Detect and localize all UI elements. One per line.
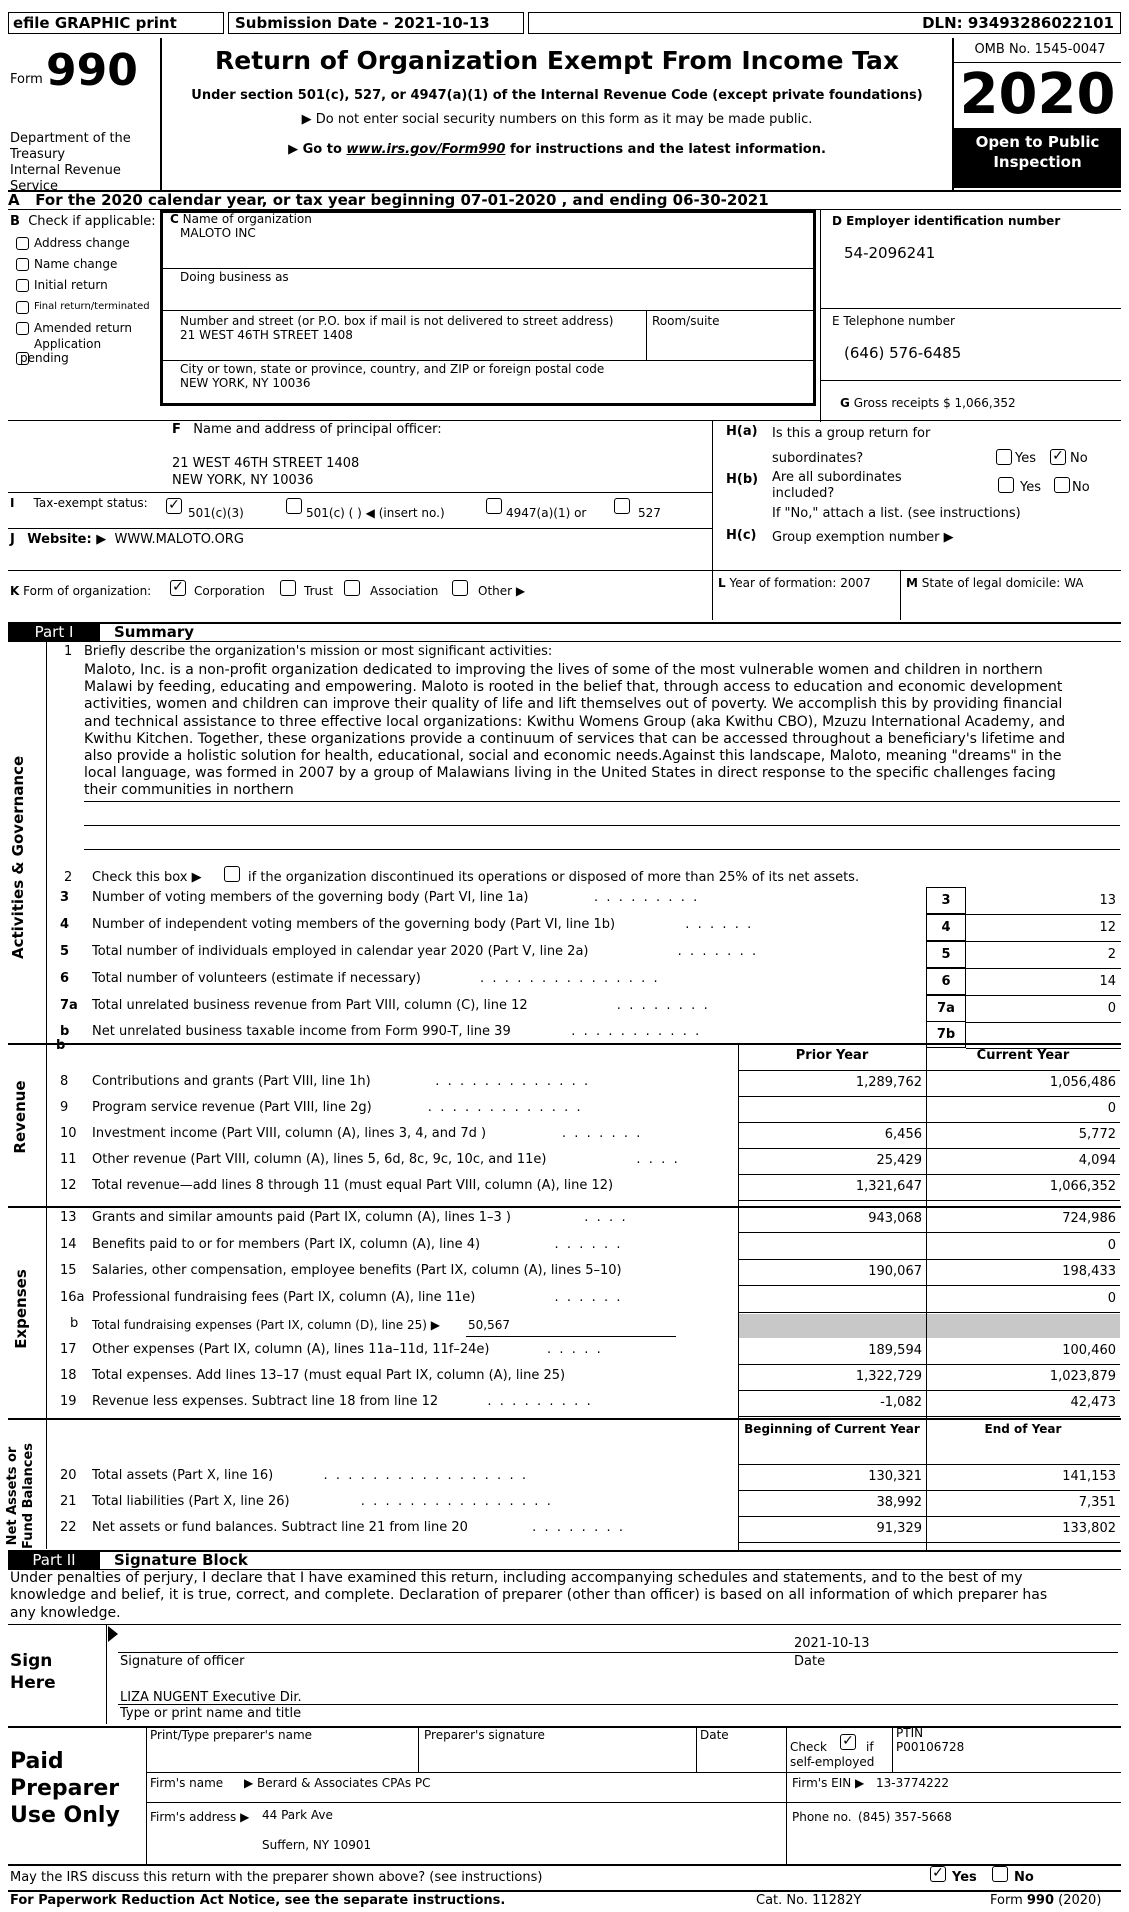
city-label: City or town, state or province, country, and ZIP or foreign postal code — [180, 362, 605, 376]
check-label: Check — [790, 1740, 827, 1754]
discuss-no-checkbox[interactable] — [992, 1866, 1008, 1882]
fin-line-text: Program service revenue (Part VIII, line 2g) — [92, 1100, 372, 1115]
fin-col1-value: 190,067 — [868, 1264, 922, 1279]
fin-row-rule — [738, 1416, 1120, 1417]
fin-row-rule — [738, 1312, 1120, 1313]
gov-line-dots: . . . . . . . . — [616, 998, 708, 1013]
hc-label: H(c) — [726, 528, 757, 543]
gov-line-num: 6 — [60, 971, 70, 986]
gov-col-divider — [926, 887, 927, 1043]
fin-line-num: 22 — [60, 1520, 77, 1535]
ein-label: D Employer identification number — [832, 214, 1061, 228]
officer-label: F Name and address of principal officer: — [172, 422, 442, 437]
fin-line-dots: . . . . . . — [554, 1290, 621, 1305]
if-label: if — [866, 1740, 874, 1754]
fin-line-dots: . . . . . — [547, 1342, 601, 1357]
omb-number: OMB No. 1545-0047 — [974, 42, 1106, 57]
ssn-note: ▶ Do not enter social security numbers on this form as it may be made public. — [301, 112, 813, 127]
fin-row-rule — [738, 1490, 1120, 1491]
gov-line-text: Total number of volunteers (estimate if necessary) — [92, 971, 421, 986]
fin-row-rule — [738, 1200, 1120, 1201]
discuss-yes-checkbox[interactable]: ✓ — [930, 1866, 946, 1882]
discontinued-checkbox[interactable] — [224, 866, 240, 882]
fin-line-dots: . . . . . . . — [561, 1126, 641, 1141]
fin-col2-value: 133,802 — [1062, 1521, 1116, 1536]
fin-line-num: 11 — [60, 1152, 77, 1167]
fin-col2-value: 1,023,879 — [1049, 1369, 1116, 1384]
current-year-header: Current Year — [976, 1048, 1070, 1063]
gov-line-box: 3 — [926, 887, 966, 914]
fin-col1-value: -1,082 — [880, 1395, 922, 1410]
discuss-yes-label: Yes — [952, 1870, 977, 1885]
exp-col-divider-2 — [926, 1206, 927, 1418]
sign-here: Sign Here — [10, 1651, 56, 1693]
fin-line-text: Net assets or fund balances. Subtract line 21 from line 20 — [92, 1520, 468, 1535]
fin-line-num: 14 — [60, 1237, 77, 1252]
gov-line-num: 5 — [60, 944, 70, 959]
501c3-checkbox[interactable]: ✓ — [166, 498, 182, 514]
gov-line-num: b — [60, 1024, 70, 1039]
signature-date: 2021-10-13 — [794, 1636, 870, 1651]
gov-line-num: 3 — [60, 890, 70, 905]
fin-row-rule — [738, 1122, 1120, 1123]
line2-pre: Check this box ▶ — [92, 870, 202, 885]
fin-col2-value: 141,153 — [1062, 1469, 1116, 1484]
gov-line-value: 14 — [1099, 974, 1116, 989]
fin-col1-value: 1,322,729 — [855, 1369, 922, 1384]
ha-no-checkbox[interactable]: ✓ — [1050, 449, 1066, 465]
ptin-value: P00106728 — [896, 1740, 965, 1754]
year-formation: L Year of formation: 2007 — [718, 576, 871, 590]
initial-return-checkbox[interactable] — [16, 279, 29, 292]
preparer-name-label: Print/Type preparer's name — [150, 1728, 313, 1742]
fin-line-num: 21 — [60, 1494, 77, 1509]
association-label: Association — [370, 584, 439, 598]
corporation-checkbox[interactable]: ✓ — [170, 580, 186, 596]
fin-line-dots: . . . . . . . . . . . . . — [435, 1074, 589, 1089]
end-year-header: End of Year — [984, 1422, 1062, 1436]
gov-line-box: 6 — [926, 968, 966, 995]
part2-title: Signature Block — [114, 1551, 248, 1569]
gov-line-dots: . . . . . . — [685, 917, 752, 932]
trust-checkbox[interactable] — [280, 580, 296, 596]
fin-line-dots: . . . . — [584, 1210, 626, 1225]
firm-address-line1: 44 Park Ave — [262, 1808, 333, 1822]
fin-col1-value: 189,594 — [868, 1343, 922, 1358]
hb-no-label: No — [1072, 480, 1090, 495]
dba-label: Doing business as — [180, 270, 289, 284]
final-return-label: Final return/terminated — [34, 301, 150, 312]
gov-line-rule — [966, 1022, 1121, 1023]
submission-date: Submission Date - 2021-10-13 — [228, 12, 524, 34]
street-value: 21 WEST 46TH STREET 1408 — [180, 328, 353, 342]
gov-line-value: 0 — [1107, 1001, 1116, 1016]
sign-arrow-icon — [108, 1626, 118, 1642]
fin-col1-value: 1,289,762 — [855, 1075, 922, 1090]
gov-side-label: Activities & Governance — [9, 755, 27, 959]
instructions-note: ▶ Go to www.irs.gov/Form990 for instructions and the latest information. — [288, 142, 826, 157]
ha-no-label: No — [1070, 451, 1088, 466]
line16b-shaded — [739, 1314, 1120, 1338]
telephone-label: E Telephone number — [832, 314, 955, 328]
line16b-text: Total fundraising expenses (Part IX, column (D), line 25) ▶ — [92, 1318, 440, 1332]
preparer-date-label: Date — [700, 1728, 729, 1742]
org-name: MALOTO INC — [180, 226, 256, 240]
fin-line-dots: . . . . . . — [554, 1237, 621, 1252]
fin-col1-value: 943,068 — [868, 1211, 922, 1226]
telephone-value: (646) 576-6485 — [844, 344, 962, 362]
fin-col1-value: 91,329 — [876, 1521, 922, 1536]
website-row: J Website: ▶ WWW.MALOTO.ORG — [10, 532, 244, 547]
gov-line-box: 4 — [926, 914, 966, 941]
fin-col2-value: 0 — [1107, 1101, 1116, 1116]
date-label: Date — [794, 1654, 826, 1669]
fin-line-text: Grants and similar amounts paid (Part IX, column (A), lines 1–3 ) — [92, 1210, 511, 1225]
mission-intro: Briefly describe the organization's mission or most significant activities: — [84, 644, 553, 659]
officer-line1: 21 WEST 46TH STREET 1408 — [172, 456, 360, 471]
gov-line-text: Total number of individuals employed in calendar year 2020 (Part V, line 2a) — [92, 944, 589, 959]
fin-row-rule — [738, 1148, 1120, 1149]
fin-line-text: Other revenue (Part VIII, column (A), lines 5, 6d, 8c, 9c, 10c, and 11e) — [92, 1152, 547, 1167]
fin-col1-value: 6,456 — [884, 1127, 922, 1142]
org-name-label: C Name of organization — [170, 212, 312, 226]
signature-officer-label[interactable]: Signature of officer — [120, 1654, 245, 1669]
fin-line-num: 16a — [60, 1290, 85, 1305]
phone-label: Phone no. — [792, 1810, 852, 1824]
fin-line-num: 15 — [60, 1263, 77, 1278]
fin-col1-value: 130,321 — [868, 1469, 922, 1484]
discuss-no-label: No — [1014, 1870, 1034, 1885]
501c-label: 501(c) ( ) ◀ (insert no.) — [306, 506, 445, 520]
ptin-label: PTIN — [896, 1726, 924, 1740]
self-employed-checkbox[interactable]: ✓ — [840, 1734, 856, 1750]
fin-line-dots: . . . . . . . . . . . . . . . . — [360, 1494, 551, 1509]
amended-return-label: Amended return — [34, 321, 133, 335]
fin-col2-value: 100,460 — [1062, 1343, 1116, 1358]
firm-name: ▶ Berard & Associates CPAs PC — [244, 1776, 431, 1790]
gov-line-dots: . . . . . . . . . . . . . . . — [480, 971, 658, 986]
fin-row-rule — [738, 1364, 1120, 1365]
other-checkbox[interactable] — [452, 580, 468, 596]
ha-yes-checkbox[interactable] — [996, 449, 1012, 465]
fin-col2-value: 0 — [1107, 1238, 1116, 1253]
other-label: Other ▶ — [478, 584, 526, 598]
line1-num: 1 — [64, 644, 73, 659]
hb-label: H(b) — [726, 472, 759, 487]
fin-line-text: Revenue less expenses. Subtract line 18 from line 12 — [92, 1394, 439, 1409]
hb-question1: Are all subordinates — [772, 470, 902, 485]
fin-row-rule — [738, 1390, 1120, 1391]
gov-line-dots: . . . . . . . . . — [594, 890, 698, 905]
fin-row-rule — [738, 1096, 1120, 1097]
firm-ein: 13-3774222 — [876, 1776, 950, 1790]
fin-line-dots: . . . . . . . . — [532, 1520, 624, 1535]
address-change-checkbox[interactable] — [16, 237, 29, 250]
name-change-checkbox[interactable] — [16, 258, 29, 271]
form-subtitle: Under section 501(c), 527, or 4947(a)(1) of the Internal Revenue Code (except private foundations) — [191, 88, 923, 103]
corporation-label: Corporation — [194, 584, 265, 598]
fin-line-text: Salaries, other compensation, employee benefits (Part IX, column (A), lines 5–10) — [92, 1263, 622, 1278]
catalog-number: Cat. No. 11282Y — [756, 1893, 862, 1908]
gov-line-text: Number of voting members of the governing body (Part VI, line 1a) — [92, 890, 529, 905]
4947-label: 4947(a)(1) or — [506, 506, 587, 520]
gov-line-box: 5 — [926, 941, 966, 968]
fin-col1-value: 1,321,647 — [855, 1179, 922, 1194]
fin-line-num: 18 — [60, 1368, 77, 1383]
ha-question1: Is this a group return for — [772, 426, 931, 441]
name-title-label: Type or print name and title — [120, 1706, 302, 1721]
open-to-public-badge: Open to Public Inspection — [954, 128, 1121, 188]
part2-tag: Part II — [8, 1551, 100, 1569]
website-value[interactable]: WWW.MALOTO.ORG — [114, 532, 244, 547]
form-title: Return of Organization Exempt From Income Tax — [215, 46, 899, 75]
preparer-signature-label[interactable]: Preparer's signature — [424, 1728, 545, 1742]
form-number: 990 — [46, 45, 138, 96]
fin-col2-value: 724,986 — [1062, 1211, 1116, 1226]
fin-line-text: Contributions and grants (Part VIII, line 1h) — [92, 1074, 371, 1089]
gov-line-dots: . . . . . . . . . . . — [571, 1024, 700, 1039]
fin-col2-value: 7,351 — [1078, 1495, 1116, 1510]
net-assets-side-label: Net Assets or Fund Balances — [5, 1443, 36, 1549]
officer-line2: NEW YORK, NY 10036 — [172, 473, 314, 488]
address-change-label: Address change — [34, 236, 130, 250]
form-footer: Form 990 (2020) — [990, 1893, 1102, 1908]
firm-ein-label: Firm's EIN ▶ — [792, 1776, 865, 1790]
hc-text: Group exemption number ▶ — [772, 530, 954, 545]
self-employed-label: self-employed — [790, 1755, 875, 1769]
paid-preparer-label: Paid Preparer Use Only — [10, 1749, 120, 1828]
hb-yes-label: Yes — [1020, 480, 1041, 495]
dln: DLN: 93493286022101 — [528, 12, 1121, 34]
fin-row-rule — [738, 1542, 1120, 1543]
fin-line-text: Investment income (Part VIII, column (A), lines 3, 4, and 7d ) — [92, 1126, 487, 1141]
gov-line-value: 2 — [1107, 947, 1116, 962]
fin-line-text: Professional fundraising fees (Part IX, column (A), line 11e) — [92, 1290, 476, 1305]
line16b-num: b — [70, 1316, 79, 1331]
hb-question2: included? — [772, 486, 835, 501]
fin-col2-value: 198,433 — [1062, 1264, 1116, 1279]
527-checkbox[interactable] — [614, 498, 630, 514]
fin-line-num: 12 — [60, 1178, 77, 1193]
fin-row-rule — [738, 1174, 1120, 1175]
street-label: Number and street (or P.O. box if mail is not delivered to street address) — [180, 314, 614, 328]
ein-value: 54-2096241 — [844, 244, 936, 262]
gov-line-text: Number of independent voting members of the governing body (Part VI, line 1b) — [92, 917, 616, 932]
fin-line-num: 10 — [60, 1126, 77, 1141]
fin-col2-value: 5,772 — [1078, 1127, 1116, 1142]
gov-line-value: 12 — [1099, 920, 1116, 935]
fin-row-rule — [738, 1285, 1120, 1286]
gov-line-box: 7b — [926, 1021, 966, 1048]
tax-year: 2020 — [959, 62, 1116, 127]
irs-link[interactable]: www.irs.gov/Form990 — [346, 142, 506, 157]
line-b-marker: b — [56, 1038, 66, 1053]
ha-question2: subordinates? — [772, 451, 864, 466]
mission-text: Maloto, Inc. is a non-profit organization dedicated to improving the lives of some of the most vulnerable women and children in northern Malawi by feeding, educating and empowering. Maloto is rooted in the belief that, through access to education and economic development activities, women and children can improve their quality of life and lift themselves out of poverty. We accomplish this by providing financial and technical assistance to three effective local organizations: Kwithu Womens Group (aka Kwithu CBO), Mzuzu International Academy, and Kwithu Kitchen. Together, these organizations provide a continuum of services that can be accessed throughout a beneficiary's lifetime and also provide a holistic solution for health, educational, social and economic needs.Against this landscape, Maloto, meaning "dreams" in the local language, was formed in 2007 by a group of Malawians living in the United States in direct response to the specific challenges facing their communities in northern — [84, 662, 1066, 799]
city-value: NEW YORK, NY 10036 — [180, 376, 311, 390]
department: Department of the Treasury Internal Revenue Service — [10, 131, 131, 194]
preparer-phone: (845) 357-5668 — [858, 1810, 952, 1824]
expenses-side-label: Expenses — [12, 1269, 30, 1349]
fin-line-dots: . . . . . . . . . . . . . — [427, 1100, 581, 1115]
beginning-year-header: Beginning of Current Year — [744, 1422, 920, 1436]
527-label: 527 — [638, 506, 661, 520]
part1-tag: Part I — [8, 623, 100, 641]
final-return-checkbox[interactable] — [16, 301, 29, 314]
fin-line-text: Total expenses. Add lines 13–17 (must equal Part IX, column (A), line 25) — [92, 1368, 566, 1383]
fin-line-num: 17 — [60, 1342, 77, 1357]
fin-line-dots: . . . . — [636, 1152, 678, 1167]
fin-col1-value: 25,429 — [876, 1153, 922, 1168]
ha-yes-label: Yes — [1015, 451, 1036, 466]
501c3-label: 501(c)(3) — [188, 506, 244, 520]
fin-col1-value: 38,992 — [876, 1495, 922, 1510]
gov-line-box: 7a — [926, 995, 966, 1022]
gov-line-text: Total unrelated business revenue from Part VIII, column (C), line 12 — [92, 998, 528, 1013]
501c-checkbox[interactable] — [286, 498, 302, 514]
line16b-value: 50,567 — [468, 1318, 510, 1332]
gov-line-value: 13 — [1099, 893, 1116, 908]
revenue-side-label: Revenue — [11, 1080, 29, 1154]
part1-title: Summary — [114, 623, 195, 641]
form-word: Form — [10, 72, 43, 87]
gov-line-dots: . . . . . . . — [677, 944, 757, 959]
hb-note: If "No," attach a list. (see instructions) — [772, 506, 1021, 521]
4947-checkbox[interactable] — [486, 498, 502, 514]
firm-name-label: Firm's name — [150, 1776, 224, 1790]
fin-line-text: Total revenue—add lines 8 through 11 (must equal Part VIII, column (A), line 12) — [92, 1178, 614, 1193]
section-b: B Check if applicable: — [10, 214, 156, 229]
paperwork-notice: For Paperwork Reduction Act Notice, see the separate instructions. — [10, 1893, 506, 1908]
application-label: Application — [34, 337, 102, 351]
officer-name-title: LIZA NUGENT Executive Dir. — [120, 1690, 302, 1705]
firm-address-label: Firm's address ▶ — [150, 1810, 250, 1824]
fin-line-num: 9 — [60, 1100, 69, 1115]
hb-yes-checkbox[interactable] — [998, 477, 1014, 493]
name-change-label: Name change — [34, 257, 118, 271]
gov-line-num: 4 — [60, 917, 70, 932]
fin-line-num: 13 — [60, 1210, 77, 1225]
exp-col-divider-1 — [738, 1206, 739, 1418]
prior-year-header: Prior Year — [795, 1048, 869, 1063]
tax-exempt-status: I Tax-exempt status: — [10, 496, 148, 510]
gov-line-text: Net unrelated business taxable income from Form 990-T, line 39 — [92, 1024, 511, 1039]
line2-num: 2 — [64, 870, 73, 885]
fin-line-num: 8 — [60, 1074, 69, 1089]
fin-line-text: Total liabilities (Part X, line 26) — [92, 1494, 290, 1509]
amended-return-checkbox[interactable] — [16, 322, 29, 335]
firm-address-line2: Suffern, NY 10901 — [262, 1838, 372, 1852]
fin-line-num: 20 — [60, 1468, 77, 1483]
fin-col2-value: 1,066,352 — [1049, 1179, 1116, 1194]
fin-line-text: Benefits paid to or for members (Part IX, column (A), line 4) — [92, 1237, 481, 1252]
pending-label: pending — [20, 351, 69, 365]
line-a: A For the 2020 calendar year, or tax year beginning 07-01-2020 , and ending 06-30-2021 — [8, 191, 769, 209]
fin-line-text: Total assets (Part X, line 16) — [92, 1468, 274, 1483]
fin-col2-value: 0 — [1107, 1291, 1116, 1306]
irs-discuss-question: May the IRS discuss this return with the preparer shown above? (see instructions) — [10, 1870, 543, 1885]
fin-line-text: Other expenses (Part IX, column (A), lines 11a–11d, 11f–24e) — [92, 1342, 490, 1357]
fin-line-num: 19 — [60, 1394, 77, 1409]
ha-label: H(a) — [726, 424, 758, 439]
fin-col2-value: 1,056,486 — [1049, 1075, 1116, 1090]
association-checkbox[interactable] — [344, 580, 360, 596]
fin-line-dots: . . . . . . . . . — [487, 1394, 591, 1409]
legal-domicile: M State of legal domicile: WA — [906, 576, 1084, 590]
fin-col2-value: 4,094 — [1078, 1153, 1116, 1168]
fin-row-rule — [738, 1516, 1120, 1517]
efile-label: efile GRAPHIC print — [8, 12, 224, 34]
hb-no-checkbox[interactable] — [1054, 477, 1070, 493]
gross-receipts: G Gross receipts $ 1,066,352 — [840, 396, 1016, 410]
gov-line-num: 7a — [60, 998, 78, 1013]
room-suite-label: Room/suite — [652, 314, 720, 328]
fin-row-rule — [738, 1259, 1120, 1260]
line2-post: if the organization discontinued its operations or disposed of more than 25% of its net assets. — [248, 870, 860, 885]
perjury-statement: Under penalties of perjury, I declare that I have examined this return, including accompanying schedules and statements, and to the best of my knowledge and belief, it is true, correct, and complete. Declaration of preparer (other than officer) is based on all information of which preparer has any knowledge. — [10, 1570, 1048, 1621]
form-of-org: K Form of organization: — [10, 584, 152, 598]
fin-line-dots: . . . . . . . . . . . . . . . . . — [323, 1468, 526, 1483]
initial-return-label: Initial return — [34, 278, 108, 292]
trust-label: Trust — [304, 584, 334, 598]
fin-row-rule — [738, 1232, 1120, 1233]
fin-col2-value: 42,473 — [1070, 1395, 1116, 1410]
